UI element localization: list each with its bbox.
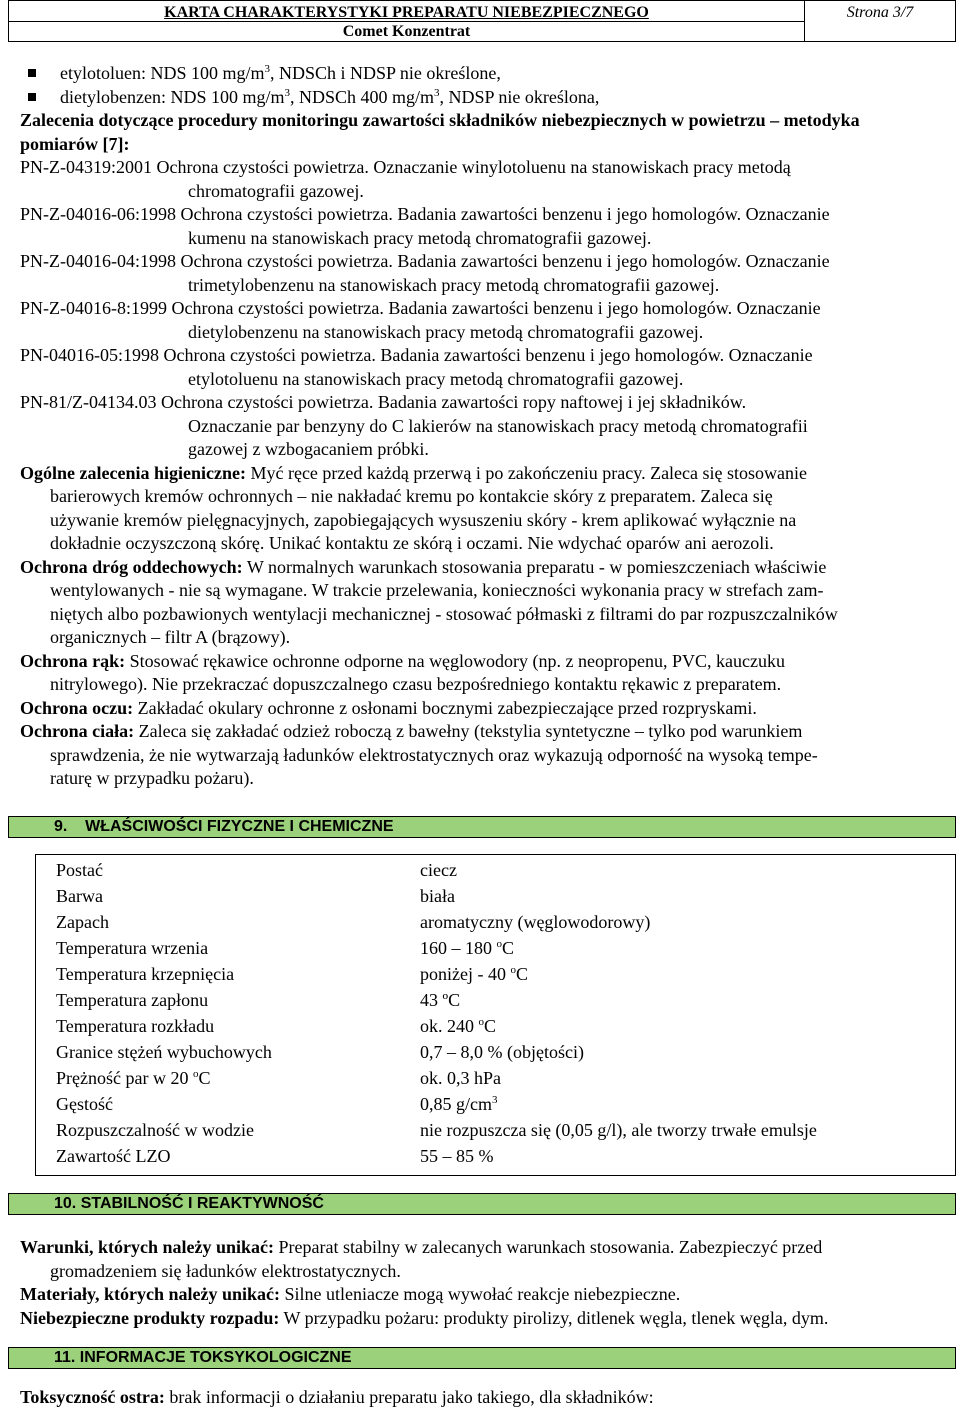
page-number: Strona 3/7	[846, 4, 914, 21]
hands-label: Ochrona rąk:	[20, 650, 126, 671]
section10-title: 10. STABILNOŚĆ I REAKTYWNOŚĆ	[54, 1195, 324, 1212]
document-header	[8, 0, 956, 42]
hygiene-label: Ogólne zalecenia higieniczne:	[20, 462, 246, 483]
limit-item: etylotoluen: NDS 100 $mg/m^3$, NDSCh i NDSP nie określone,	[20, 62, 940, 86]
eyes-paragraph: Ochrona oczu: Zakładać okulary ochronne z osłonami bocznymi zabezpieczające przed rozpryskami.	[20, 697, 757, 718]
avoid-conditions-label: Warunki, których należy unikać:	[20, 1237, 275, 1257]
section11-title: 11. INFORMACJE TOKSYKOLOGICZNE	[54, 1349, 352, 1366]
section10-content	[20, 1236, 950, 1330]
avoid-materials-label: Materiały, których należy unikać:	[20, 1284, 280, 1304]
bullet-square-icon	[28, 69, 36, 77]
acute-toxicity-label: Toksyczność ostra:	[20, 1387, 165, 1407]
property-row: Temperatura rozkładu ok. 240 $^o$C	[56, 1016, 497, 1036]
limit-item: dietylobenzen: NDS 100 $mg/m^3$, NDSCh 400 $mg/m^3$, NDSP nie określona,	[20, 86, 940, 110]
property-row: Zapach aromatyczny (węglowodorowy)	[56, 912, 651, 932]
body-paragraph: Ochrona ciała: Zaleca się zakładać odzież roboczą z bawełny (tekstylia syntetyczne – tylko pod warunkiem sprawdzenia, że nie wytwarzają ładunków elektrostatycznych oraz wykazują odporność na wysoką tempe- raturę w przypadku pożaru).	[20, 721, 818, 788]
norm-list	[20, 156, 940, 462]
property-row: Prężność par w 20 $^o$C ok. 0,3 hPa	[56, 1068, 501, 1088]
property-row: Rozpuszczalność w wodzie nie rozpuszcza się (0,05 g/l), ale tworzy trwałe emulsje	[56, 1120, 817, 1140]
norm-item: PN-Z-04319:2001 Ochrona czystości powietrza. Oznaczanie winylotoluenu na stanowiskach pracy metodą chromatografii gazowej.	[20, 157, 791, 201]
body-label: Ochrona ciała:	[20, 721, 135, 741]
section9-title-bar	[8, 816, 956, 838]
properties-table	[35, 854, 956, 1176]
acute-toxicity: Toksyczność ostra: brak informacji o działaniu preparatu jako takiego, dla składników:	[20, 1387, 654, 1407]
section10-title-bar	[8, 1193, 956, 1215]
product-name: Comet Konzentrat	[342, 23, 471, 40]
norm-item: PN-81/Z-04134.03 Ochrona czystości powietrza. Badania zawartości ropy naftowej i jej składników. Oznaczanie par benzyny do C lakierów na stanowiskach pracy metodą chromatografii gazowej z wzbogacaniem próbki.	[20, 392, 808, 459]
property-row: Temperatura zapłonu 43 ºC	[56, 990, 461, 1010]
hands-paragraph: Ochrona rąk: Stosować rękawice ochronne odporne na węglowodory (np. z neopropenu, PVC, kauczuku nitrylowego). Nie przekraczać dopuszczalnego czasu bezpośredniego kontaktu rękawic z preparatem.	[20, 650, 785, 694]
respiratory-label: Ochrona dróg oddechowych:	[20, 556, 243, 577]
norm-item: PN-Z-04016-04:1998 Ochrona czystości powietrza. Badania zawartości benzenu i jego homologów. Oznaczanie trimetylobenzenu na stanowiskach pracy metodą chromatografii gazowej.	[20, 251, 830, 295]
section9-title: 9. WŁAŚCIWOŚCI FIZYCZNE I CHEMICZNE	[54, 818, 394, 835]
hygiene-paragraph: Ogólne zalecenia higieniczne: Myć ręce przed każdą przerwą i po zakończeniu pracy. Zaleca się stosowanie barierowych kremów ochronnych – nie nakładać kremu po kontakcie skóry z preparatem. Zaleca się używanie kremów pielęgnacyjnych, zapobiegających wysuszeniu skóry - krem aplikować wyłącznie na dokładnie oczyszczoną skórę. Unikać kontaktu ze skórą i oczami. Nie wdychać oparów ani aerozoli.	[20, 462, 808, 553]
property-row: Temperatura krzepnięcia poniżej - 40 $^o$C	[56, 964, 528, 984]
eyes-label: Ochrona oczu:	[20, 697, 134, 718]
property-row: Barwa biała	[56, 886, 455, 906]
decomposition-label: Niebezpieczne produkty rozpadu:	[20, 1307, 280, 1328]
header-title-cell	[9, 1, 805, 41]
section11-title-bar	[8, 1347, 956, 1369]
decomposition-products: Niebezpieczne produkty rozpadu: W przypadku pożaru: produkty pirolizy, ditlenek węgla, tlenek węgla, dym.	[20, 1307, 829, 1328]
property-row: Temperatura wrzenia 160 – 180 $^o$C	[56, 938, 515, 958]
monitoring-heading: Zalecenia dotyczące procedury monitoringu zawartości składników niebezpiecznych w powietrzu – metodyka pomiarów [7]:	[20, 110, 860, 154]
section11-content	[20, 1386, 950, 1410]
property-row: Gęstość 0,85 $g/cm^3$	[56, 1094, 498, 1114]
property-row: Zawartość LZO 55 – 85 %	[56, 1146, 494, 1166]
avoid-materials: Materiały, których należy unikać: Silne utleniacze mogą wywołać reakcje niebezpieczne.	[20, 1284, 681, 1304]
section8-content	[20, 62, 940, 791]
respiratory-paragraph: Ochrona dróg oddechowych: W normalnych warunkach stosowania preparatu - w pomieszczeniach właściwie wentylowanych - nie są wymagane. W trakcie przelewania, konieczności wykonania pracy w strefach zam- niętych albo pozbawionych wentylacji mechanicznej - stosować półmaski z filtrami do par rozpuszczalników organicznych – filtr A (brązowy).	[20, 556, 838, 647]
bullet-square-icon	[28, 93, 36, 101]
avoid-conditions: Warunki, których należy unikać: Preparat stabilny w zalecanych warunkach stosowania. Zabezpieczyć przed gromadzeniem się ładunków elektrostatycznych.	[20, 1237, 823, 1281]
norm-item: PN-Z-04016-8:1999 Ochrona czystości powietrza. Badania zawartości benzenu i jego homologów. Oznaczanie dietylobenzenu na stanowiskach pracy metodą chromatografii gazowej.	[20, 298, 821, 342]
property-row: Postać ciecz	[56, 860, 457, 880]
document-title: KARTA CHARAKTERYSTYKI PREPARATU NIEBEZPIECZNEGO	[164, 4, 649, 21]
norm-item: PN-04016-05:1998 Ochrona czystości powietrza. Badania zawartości benzenu i jego homologów. Oznaczanie etylotoluenu na stanowiskach pracy metodą chromatografii gazowej.	[20, 345, 813, 389]
property-row: Granice stężeń wybuchowych 0,7 – 8,0 % (objętości)	[56, 1042, 584, 1062]
norm-item: PN-Z-04016-06:1998 Ochrona czystości powietrza. Badania zawartości benzenu i jego homologów. Oznaczanie kumenu na stanowiskach pracy metodą chromatografii gazowej.	[20, 204, 830, 248]
